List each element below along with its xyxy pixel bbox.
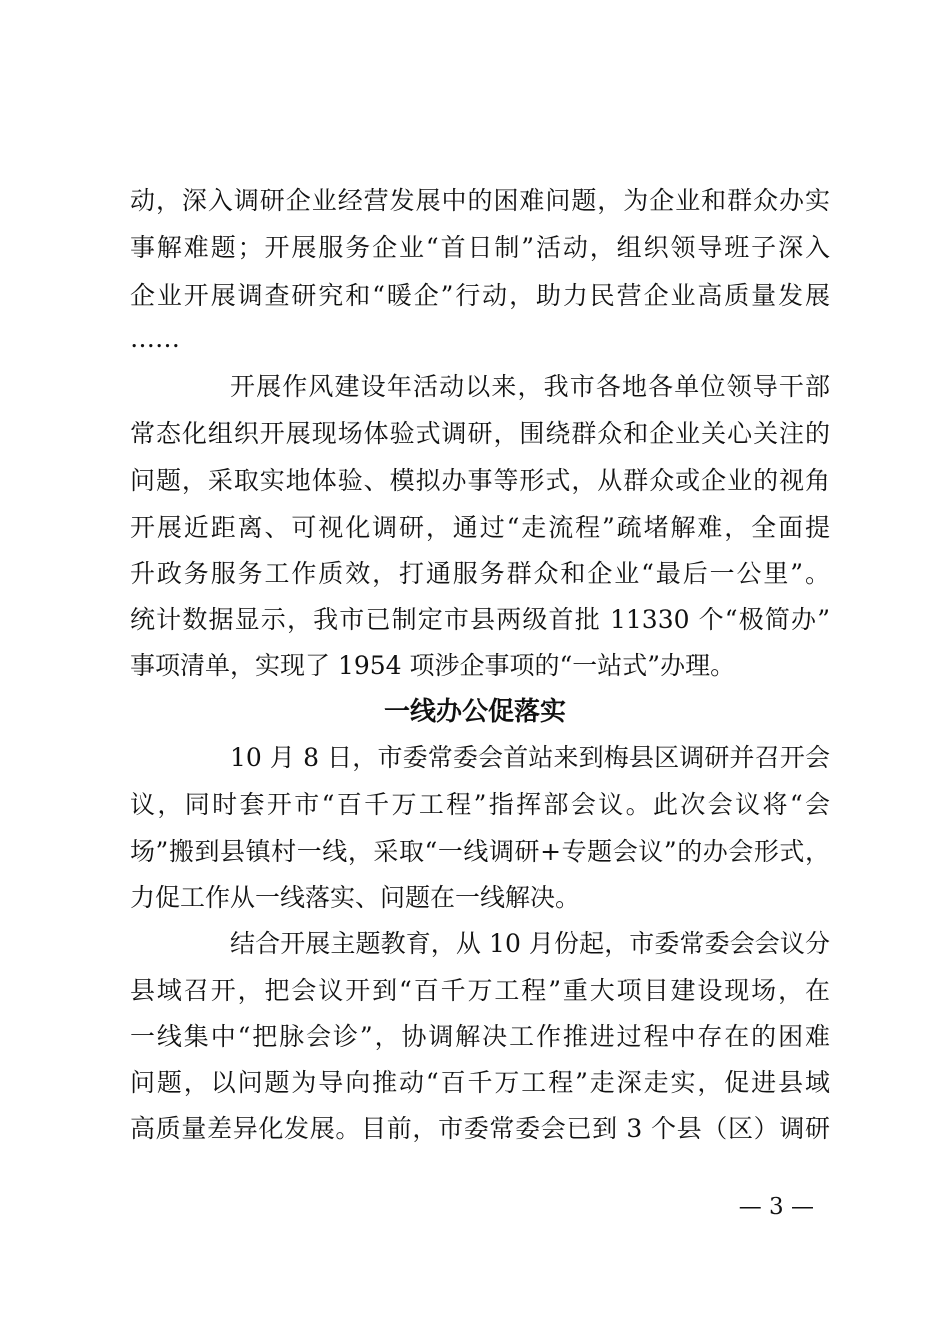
text-line: 动，深入调研企业经营发展中的困难问题，为企业和群众办实: [130, 186, 830, 215]
text-line: 企业开展调查研究和“暖企”行动，助力民营企业高质量发展: [130, 281, 830, 310]
text-line: 开展近距离、可视化调研，通过“走流程”疏堵解难，全面提: [130, 513, 830, 542]
section-heading: 一线办公促落实: [383, 697, 566, 727]
page-number: — 3 —: [738, 1194, 814, 1220]
text-line: ……: [130, 324, 180, 353]
text-line: 事项清单，实现了 1954 项涉企事项的“一站式”办理。: [130, 651, 736, 680]
text-line: 问题，以问题为导向推动“百千万工程”走深走实，促进县域: [130, 1068, 830, 1097]
text-line: 议，同时套开市“百千万工程”指挥部会议。此次会议将“会: [130, 790, 830, 819]
text-line: 统计数据显示，我市已制定市县两级首批 11330 个“极简办”: [130, 605, 830, 634]
text-line: 升政务服务工作质效，打通服务群众和企业“最后一公里”。: [130, 559, 830, 588]
text-line: 结合开展主题教育，从 10 月份起，市委常委会会议分: [230, 929, 830, 958]
text-line: 高质量差异化发展。目前，市委常委会已到 3 个县（区）调研: [130, 1114, 830, 1143]
text-line: 问题，采取实地体验、模拟办事等形式，从群众或企业的视角: [130, 466, 830, 495]
text-line: 事解难题；开展服务企业“首日制”活动，组织领导班子深入: [130, 233, 830, 262]
text-line: 开展作风建设年活动以来，我市各地各单位领导干部: [230, 372, 830, 401]
text-line: 场”搬到县镇村一线，采取“一线调研+专题会议”的办会形式，: [130, 837, 830, 866]
text-line: 10 月 8 日，市委常委会首站来到梅县区调研并召开会: [230, 743, 830, 772]
text-line: 常态化组织开展现场体验式调研，围绕群众和企业关心关注的: [130, 419, 830, 448]
text-line: 力促工作从一线落实、问题在一线解决。: [130, 883, 581, 912]
text-line: 一线集中“把脉会诊”，协调解决工作推进过程中存在的困难: [130, 1022, 830, 1051]
text-line: 县域召开，把会议开到“百千万工程”重大项目建设现场，在: [130, 976, 830, 1005]
